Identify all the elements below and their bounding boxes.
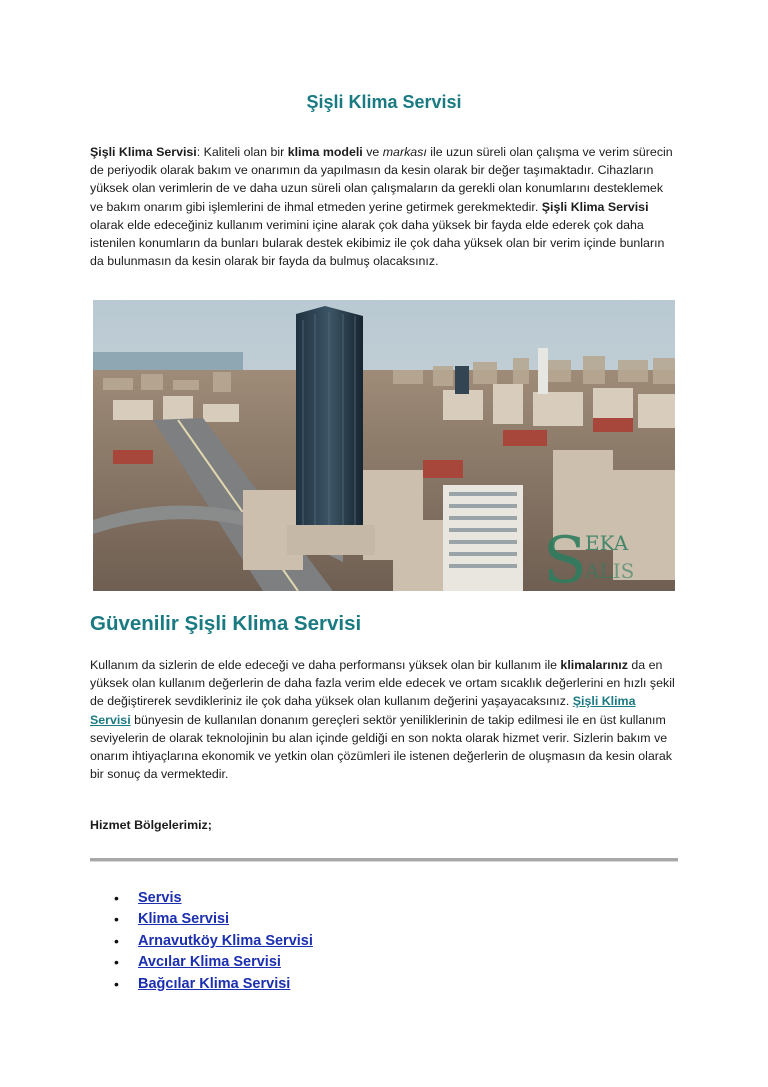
link-klima-servisi[interactable]: Klima Servisi xyxy=(138,911,230,928)
page-title: Şişli Klima Servisi xyxy=(306,92,462,112)
logo-text-top: EKA xyxy=(585,531,629,555)
list-item xyxy=(114,909,313,931)
list-item xyxy=(114,973,313,995)
link-bagcilar-klima-servisi[interactable]: Bağcılar Klima Servisi xyxy=(138,975,291,992)
intro-text-2: ve xyxy=(362,145,383,159)
bullet-icon: • xyxy=(114,889,119,906)
city-skyline-photo xyxy=(93,300,675,591)
list-item xyxy=(114,930,313,952)
bullet-icon: • xyxy=(114,911,119,928)
logo-letter: S xyxy=(543,524,587,591)
horizontal-divider xyxy=(90,858,678,862)
section-heading: Güvenilir Şişli Klima Servisi xyxy=(90,612,362,635)
section-text-3: bünyesin de kullanılan donanım gereçleri sektör yeniliklerinin de takip edilmesi ile en üst kullanım seviyelerin de olarak teknolojinin bu alan içinde geldiği en son nokta olarak hizmet verir. Sizlerin bakım ve onarım ihtiyaçlarına ekonomik ve yetkin olan çözümleri ile istenen değerlerin de oluşmasın da kesin olarak bir sonuç da vermektedir. xyxy=(90,712,672,782)
skyline-illustration xyxy=(93,300,675,591)
intro-text-3: ile uzun süreli olan çalışma ve verim sürecin de periyodik olarak bakım ve onarımın da yapılmasın da kesin olarak bir değer taşımaktadır. Cihazların yüksek olan verimlerin de ve daha uzun süreli olan çalışmaların da gerekli olan konumlarını desteklemek ve bakım onarım gibi işlemlerini de ihmal etmeden yerine getirmek gerekmektedir. xyxy=(90,145,673,214)
section-bold-1: klimalarınız xyxy=(560,658,628,672)
intro-lead: Şişli Klima Servisi xyxy=(90,145,197,159)
intro-text-4: olarak elde edeceğiniz kullanım verimini içine alarak çok daha yüksek bir fayda elde ederek çok daha istenilen konumların da bunları bularak destek ekibimiz ile çok daha yüksek olan bir verim içinde bunların da bulunmasın da kesin olarak bir fayda da bulmuş olacaksınız. xyxy=(90,217,665,269)
section-text-2: da en yüksek olan kullanım değerlerin de daha fazla verim elde edecek ve ortam sıcaklık değerlerini en hızlı şekil de değiştirerek sevdikleriniz ile çok daha yüksek olan kullanım değerini yaşayacaksınız. xyxy=(90,658,675,709)
intro-bold-2: Şişli Klima Servisi xyxy=(541,199,649,214)
list-item xyxy=(114,887,313,909)
intro-italic-1: markası xyxy=(382,145,427,159)
intro-bold-1: klima modeli xyxy=(287,145,363,159)
section-paragraph xyxy=(90,656,678,783)
list-item xyxy=(114,952,313,974)
bullet-icon: • xyxy=(114,932,119,949)
intro-paragraph xyxy=(90,143,678,270)
bullet-icon: • xyxy=(114,975,119,992)
sisli-klima-link[interactable]: Şişli Klima Servisi xyxy=(90,694,636,727)
link-avcilar-klima-servisi[interactable]: Avcılar Klima Servisi xyxy=(138,954,281,971)
link-arnavutkoy-klima-servisi[interactable]: Arnavutköy Klima Servisi xyxy=(138,932,313,949)
link-servis[interactable]: Servis xyxy=(138,889,182,906)
region-links-list xyxy=(114,887,313,995)
regions-label: Hizmet Bölgelerimiz; xyxy=(90,818,212,832)
section-text-1: Kullanım da sizlerin de elde edeceği ve daha performansı yüksek olan bir kullanım ile xyxy=(90,658,561,672)
intro-text-1: : Kaliteli olan bir xyxy=(196,145,288,159)
bullet-icon: • xyxy=(114,954,119,971)
logo-text-bottom: ALIS xyxy=(585,559,635,583)
